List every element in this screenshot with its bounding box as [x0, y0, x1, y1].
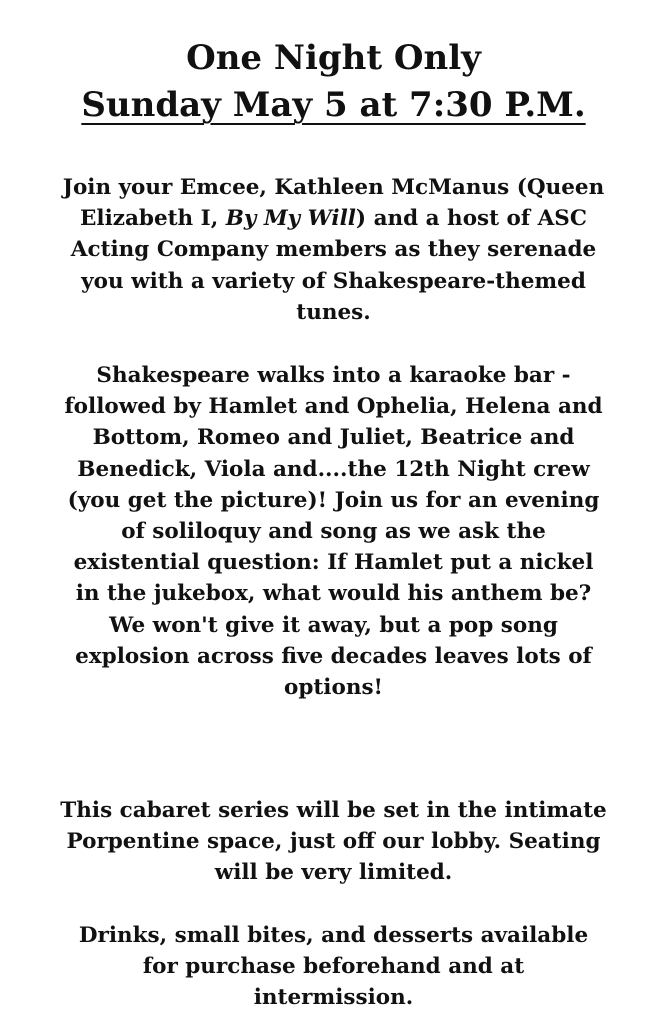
event-title: One Night Only	[186, 38, 481, 78]
show-title-italic: By My Will	[225, 206, 356, 232]
intro-text-start: Join your Emcee, Kathleen McManus (Queen Elizabeth I,	[62, 175, 605, 232]
intro-paragraph	[60, 172, 607, 328]
concessions-paragraph: Drinks, small bites, and desserts available for purchase beforehand and at intermission.	[78, 923, 589, 1011]
intro-text-end: ) and a host of ASC Acting Company members as they serenade you with a variety of Shakespeare-themed tunes.	[70, 206, 597, 325]
event-date-time: Sunday May 5 at 7:30 P.M.	[81, 85, 586, 125]
description-paragraph: Shakespeare walks into a karaoke bar - followed by Hamlet and Ophelia, Helena and Bottom, Romeo and Juliet, Beatrice and Benedick, Viola and....the 12th Night crew (you get the picture)! Join us for an evening of soliloquy and song as we ask the existential question: If Hamlet put a nickel in the jukebox, what would his anthem be? We won't give it away, but a pop song explosion across five decades leaves lots of options!	[64, 363, 603, 701]
venue-paragraph: This cabaret series will be set in the intimate Porpentine space, just off our lobby. Seating will be very limited.	[60, 798, 607, 886]
